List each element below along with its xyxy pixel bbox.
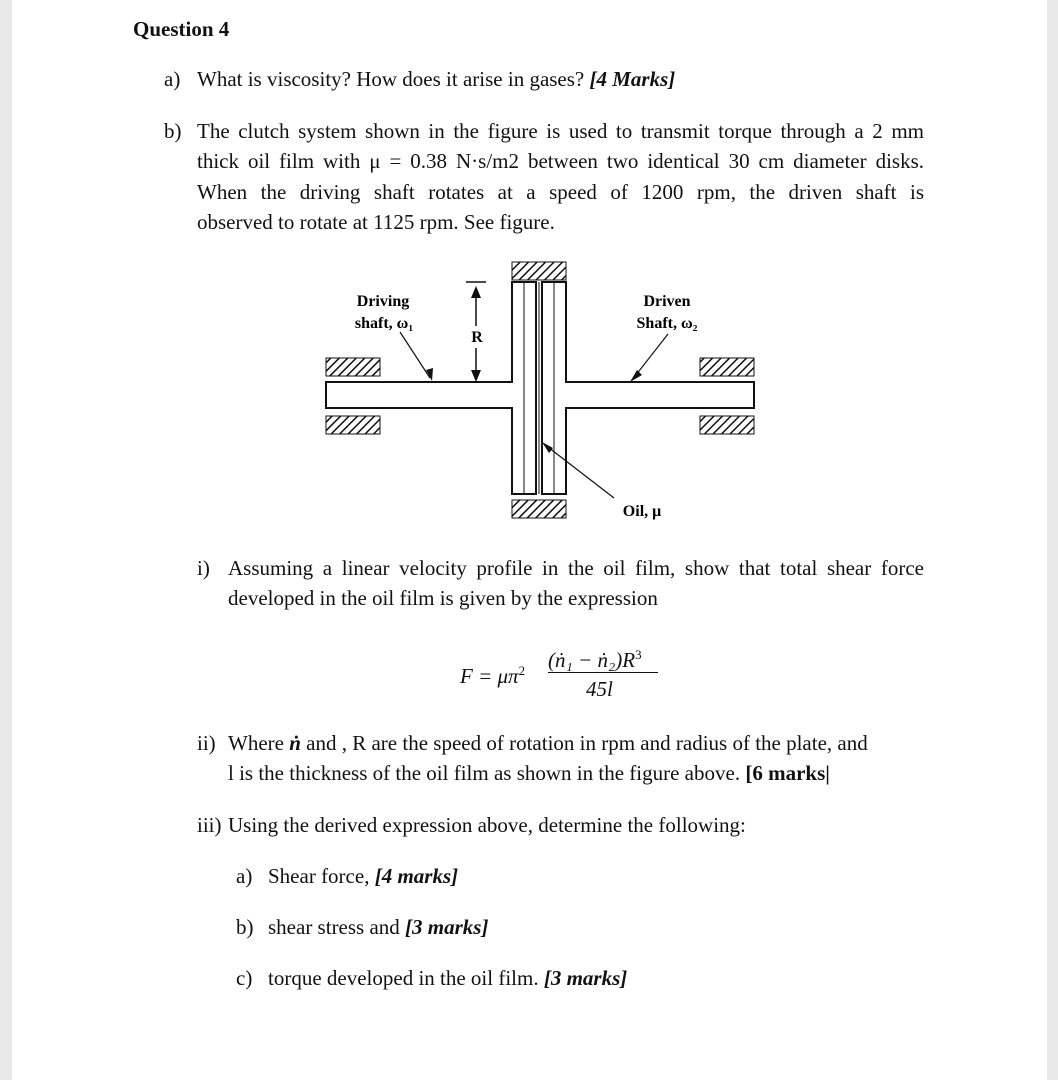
equation-numerator: (ṅ₁ − $ṅ_2)R^3$ bbox=[548, 647, 642, 672]
equation-cube: 3 bbox=[635, 647, 642, 662]
part-b-line: When the driving shaft rotates at a speed of 1200 rpm, the driven shaft is bbox=[197, 180, 924, 204]
part-iii-label: iii) bbox=[197, 813, 222, 837]
equation-lhs: $F = \mu\pi^2$ bbox=[460, 663, 526, 688]
part-b-line: observed to rotate at 1125 rpm. See figure. bbox=[197, 210, 555, 234]
subpart-marks: [3 marks] bbox=[405, 915, 489, 939]
part-a-question: What is viscosity? How does it arise in gases? bbox=[197, 67, 585, 91]
part-a-text bbox=[197, 64, 675, 94]
part-a-label: a) bbox=[164, 67, 181, 91]
shaft-and-disks bbox=[326, 282, 754, 494]
n-dot-symbol: ṅ bbox=[289, 731, 301, 755]
driving-label-line2: shaft, ω₁ bbox=[354, 315, 414, 332]
bottom-support-hatch bbox=[512, 500, 566, 518]
part-a-marks: [4 Marks] bbox=[589, 67, 676, 91]
oil-label: Oil, μ bbox=[622, 503, 662, 520]
driving-label-line1: Driving bbox=[356, 293, 410, 310]
part-iii-text: Using the derived expression above, determine the following: bbox=[228, 813, 746, 837]
document-page bbox=[12, 0, 1047, 1080]
part-b-line: thick oil film with μ = 0.38 N·s/m2 between two identical 30 cm diameter disks. bbox=[197, 149, 924, 173]
driven-label-line1: Driven bbox=[643, 293, 691, 310]
shear-force-equation bbox=[456, 636, 676, 706]
part-i-line: developed in the oil film is given by the expression bbox=[228, 586, 658, 610]
right-lower-bearing bbox=[700, 416, 754, 434]
question-title: Question 4 bbox=[133, 17, 230, 41]
subpart-marks: [4 marks] bbox=[374, 864, 459, 888]
driven-label-line2: Shaft, ω₂ bbox=[636, 315, 698, 332]
subpart-text: torque developed in the oil film. [3 marks] bbox=[268, 966, 628, 990]
right-upper-bearing bbox=[700, 358, 754, 376]
part-ii-label: ii) bbox=[197, 731, 216, 755]
equation-denominator: 45l bbox=[586, 677, 613, 701]
subpart-label: c) bbox=[236, 966, 253, 990]
left-lower-bearing bbox=[326, 416, 380, 434]
subpart-text: shear stress and [3 marks] bbox=[268, 915, 489, 939]
part-i-line: Assuming a linear velocity profile in the oil film, show that total shear force bbox=[228, 556, 924, 580]
part-i-label: i) bbox=[197, 556, 210, 580]
radius-label: R bbox=[471, 329, 483, 346]
subpart-label: a) bbox=[236, 864, 253, 888]
subpart-text: Shear force, [4 marks] bbox=[268, 864, 459, 888]
left-upper-bearing bbox=[326, 358, 380, 376]
top-support-hatch bbox=[512, 262, 566, 280]
clutch-figure bbox=[300, 252, 762, 524]
subpart-label: b) bbox=[236, 915, 254, 939]
part-ii-marks: [6 marks| bbox=[745, 761, 830, 785]
subpart-marks: [3 marks] bbox=[543, 966, 628, 990]
part-ii-line2: l is the thickness of the oil film as shown in the figure above. [6 marks| bbox=[228, 761, 830, 785]
part-ii-line1: Where ṅ and , R are the speed of rotation in rpm and radius of the plate, and bbox=[228, 731, 868, 755]
part-b-label: b) bbox=[164, 119, 182, 143]
equation-square: 2 bbox=[518, 663, 526, 678]
fraction-bar bbox=[548, 672, 658, 673]
part-b-line: The clutch system shown in the figure is used to transmit torque through a 2 mm bbox=[197, 119, 924, 143]
